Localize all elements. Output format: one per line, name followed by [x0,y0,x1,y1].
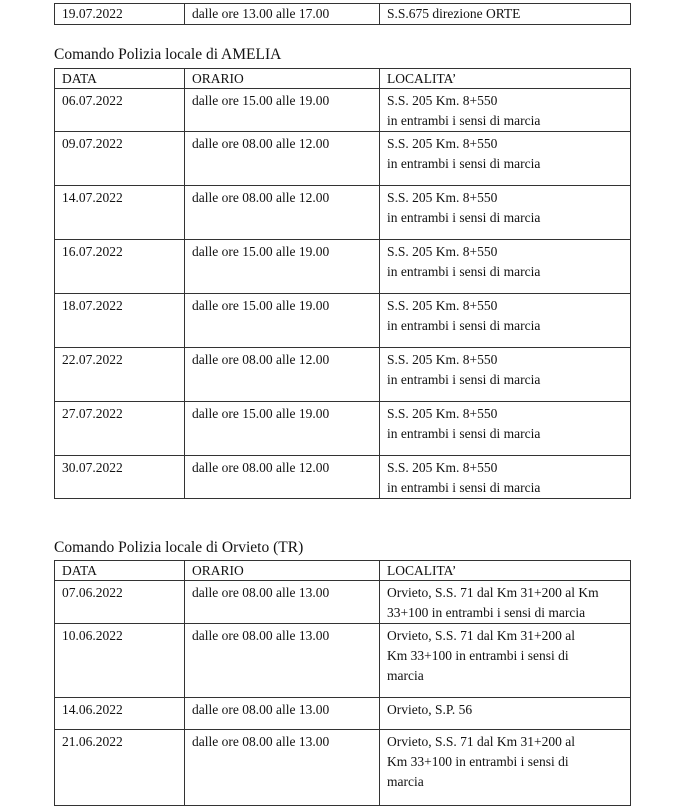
location-cell [380,624,631,698]
location-line: S.S. 205 Km. 8+550 [387,352,498,367]
table-row [55,240,631,294]
date-cell: 22.07.2022 [55,348,185,402]
table-row [55,89,631,132]
table-row [55,624,631,698]
orvieto-table [54,560,631,806]
location-cell [380,581,631,624]
table-row [55,698,631,730]
location-cell [380,348,631,402]
date-cell: 09.07.2022 [55,132,185,186]
date-cell: 14.07.2022 [55,186,185,240]
location-cell [380,186,631,240]
date-cell: 19.07.2022 [55,4,185,25]
time-cell: dalle ore 08.00 alle 13.00 [185,730,380,806]
location-line: Km 33+100 in entrambi i sensi di [387,648,569,663]
time-cell: dalle ore 15.00 alle 19.00 [185,402,380,456]
date-cell: 16.07.2022 [55,240,185,294]
location-cell [380,89,631,132]
table-row [55,730,631,806]
table-row [55,581,631,624]
date-cell: 06.07.2022 [55,89,185,132]
location-line: 33+100 in entrambi i sensi di marcia [387,605,586,620]
time-cell: dalle ore 08.00 alle 12.00 [185,186,380,240]
table-row [55,294,631,348]
header-data: DATA [55,561,185,581]
time-cell: dalle ore 08.00 alle 13.00 [185,698,380,730]
location-line: in entrambi i sensi di marcia [387,156,541,171]
table-row [55,186,631,240]
location-cell [380,456,631,499]
orvieto-section-title: Comando Polizia locale di Orvieto (TR) [54,539,304,556]
location-line: Orvieto, S.S. 71 dal Km 31+200 al Km [387,585,599,600]
location-line: S.S. 205 Km. 8+550 [387,244,498,259]
location-line: in entrambi i sensi di marcia [387,372,541,387]
amelia-table [54,68,631,499]
location-line: Km 33+100 in entrambi i sensi di [387,754,569,769]
time-cell: dalle ore 15.00 alle 19.00 [185,89,380,132]
location-line: S.S. 205 Km. 8+550 [387,406,498,421]
location-line: S.S. 205 Km. 8+550 [387,298,498,313]
location-line: in entrambi i sensi di marcia [387,264,541,279]
header-data: DATA [55,69,185,89]
location-line: in entrambi i sensi di marcia [387,480,541,495]
location-cell: S.S.675 direzione ORTE [380,4,631,25]
location-line: S.S. 205 Km. 8+550 [387,190,498,205]
time-cell: dalle ore 08.00 alle 13.00 [185,581,380,624]
table-row [55,348,631,402]
date-cell: 21.06.2022 [55,730,185,806]
amelia-section-title: Comando Polizia locale di AMELIA [54,46,282,63]
location-cell [380,294,631,348]
date-cell: 14.06.2022 [55,698,185,730]
location-line: S.S. 205 Km. 8+550 [387,460,498,475]
date-cell: 07.06.2022 [55,581,185,624]
table-header-row [55,69,631,89]
location-cell [380,240,631,294]
location-line: S.S. 205 Km. 8+550 [387,136,498,151]
location-line: marcia [387,668,424,683]
time-cell: dalle ore 15.00 alle 19.00 [185,240,380,294]
location-line: Orvieto, S.P. 56 [387,702,473,717]
location-line: in entrambi i sensi di marcia [387,318,541,333]
time-cell: dalle ore 08.00 alle 12.00 [185,348,380,402]
location-line: Orvieto, S.S. 71 dal Km 31+200 al [387,734,575,749]
header-localita: LOCALITA’ [380,69,631,89]
header-orario: ORARIO [185,561,380,581]
location-cell [380,730,631,806]
location-cell [380,132,631,186]
table-row [55,4,631,25]
location-cell [380,402,631,456]
table-header-row [55,561,631,581]
date-cell: 30.07.2022 [55,456,185,499]
date-cell: 10.06.2022 [55,624,185,698]
location-line: in entrambi i sensi di marcia [387,113,541,128]
location-line: marcia [387,774,424,789]
top-table [54,3,631,25]
location-line: S.S. 205 Km. 8+550 [387,93,498,108]
date-cell: 27.07.2022 [55,402,185,456]
time-cell: dalle ore 08.00 alle 13.00 [185,624,380,698]
time-cell: dalle ore 13.00 alle 17.00 [185,4,380,25]
time-cell: dalle ore 08.00 alle 12.00 [185,456,380,499]
table-row [55,456,631,499]
location-line: Orvieto, S.S. 71 dal Km 31+200 al [387,628,575,643]
location-line: in entrambi i sensi di marcia [387,426,541,441]
table-row [55,402,631,456]
header-localita: LOCALITA’ [380,561,631,581]
location-line: in entrambi i sensi di marcia [387,210,541,225]
time-cell: dalle ore 15.00 alle 19.00 [185,294,380,348]
location-cell [380,698,631,730]
header-orario: ORARIO [185,69,380,89]
table-row [55,132,631,186]
time-cell: dalle ore 08.00 alle 12.00 [185,132,380,186]
date-cell: 18.07.2022 [55,294,185,348]
